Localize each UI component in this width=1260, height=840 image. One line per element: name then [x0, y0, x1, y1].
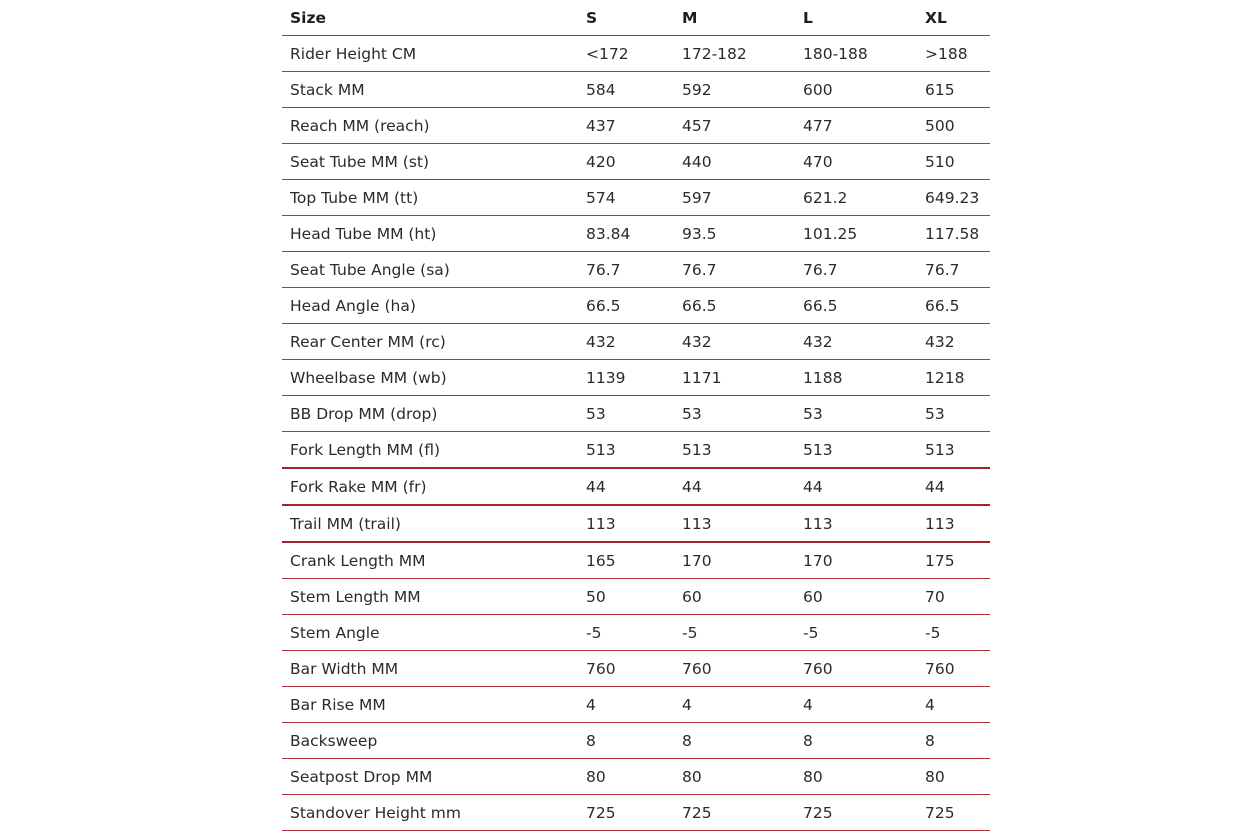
cell-m: 80: [674, 759, 795, 795]
cell-s: 432: [578, 324, 674, 360]
cell-m: 113: [674, 505, 795, 542]
row-label: Fork Rake MM (fr): [282, 468, 578, 505]
row-label: Seat Tube MM (st): [282, 144, 578, 180]
cell-m: 1171: [674, 360, 795, 396]
cell-l: 621.2: [795, 180, 917, 216]
cell-xl: 4: [917, 687, 990, 723]
row-label: Reach MM (reach): [282, 108, 578, 144]
cell-l: 60: [795, 579, 917, 615]
cell-m: 4: [674, 687, 795, 723]
cell-xl: 76.7: [917, 252, 990, 288]
cell-m: 60: [674, 579, 795, 615]
table-row: [282, 579, 990, 615]
table-row: [282, 687, 990, 723]
table-row: [282, 36, 990, 72]
header-s: S: [578, 0, 674, 36]
cell-s: 8: [578, 723, 674, 759]
table-row: [282, 795, 990, 831]
cell-s: 53: [578, 396, 674, 432]
cell-l: 1188: [795, 360, 917, 396]
cell-xl: 649.23: [917, 180, 990, 216]
row-label: Stem Length MM: [282, 579, 578, 615]
cell-s: 83.84: [578, 216, 674, 252]
cell-l: 432: [795, 324, 917, 360]
cell-xl: 80: [917, 759, 990, 795]
cell-l: 8: [795, 723, 917, 759]
header-size: Size: [282, 0, 578, 36]
row-label: Top Tube MM (tt): [282, 180, 578, 216]
cell-l: 600: [795, 72, 917, 108]
row-label: Seat Tube Angle (sa): [282, 252, 578, 288]
cell-xl: 53: [917, 396, 990, 432]
cell-l: 170: [795, 542, 917, 579]
cell-s: 4: [578, 687, 674, 723]
row-label: Wheelbase MM (wb): [282, 360, 578, 396]
cell-s: <172: [578, 36, 674, 72]
cell-m: 440: [674, 144, 795, 180]
cell-l: 470: [795, 144, 917, 180]
cell-m: 457: [674, 108, 795, 144]
cell-l: 66.5: [795, 288, 917, 324]
cell-xl: 175: [917, 542, 990, 579]
row-label: Crank Length MM: [282, 542, 578, 579]
cell-xl: 113: [917, 505, 990, 542]
table-row: [282, 180, 990, 216]
cell-s: 80: [578, 759, 674, 795]
table-row: [282, 432, 990, 469]
cell-m: 76.7: [674, 252, 795, 288]
cell-m: 44: [674, 468, 795, 505]
cell-m: 172-182: [674, 36, 795, 72]
row-label: Standover Height mm: [282, 795, 578, 831]
table-row: [282, 252, 990, 288]
cell-s: -5: [578, 615, 674, 651]
cell-s: 574: [578, 180, 674, 216]
table-row: [282, 723, 990, 759]
cell-m: 592: [674, 72, 795, 108]
cell-m: 760: [674, 651, 795, 687]
cell-xl: 8: [917, 723, 990, 759]
cell-m: 597: [674, 180, 795, 216]
row-label: BB Drop MM (drop): [282, 396, 578, 432]
cell-s: 760: [578, 651, 674, 687]
row-label: Rear Center MM (rc): [282, 324, 578, 360]
cell-l: 725: [795, 795, 917, 831]
cell-xl: 725: [917, 795, 990, 831]
table-row: [282, 468, 990, 505]
table-row: [282, 396, 990, 432]
table-row: [282, 542, 990, 579]
row-label: Head Tube MM (ht): [282, 216, 578, 252]
table-row: [282, 108, 990, 144]
cell-l: 477: [795, 108, 917, 144]
table-row: [282, 360, 990, 396]
row-label: Head Angle (ha): [282, 288, 578, 324]
cell-s: 113: [578, 505, 674, 542]
cell-s: 725: [578, 795, 674, 831]
row-label: Seatpost Drop MM: [282, 759, 578, 795]
cell-s: 1139: [578, 360, 674, 396]
cell-m: -5: [674, 615, 795, 651]
cell-l: 113: [795, 505, 917, 542]
table-row: [282, 72, 990, 108]
cell-xl: 760: [917, 651, 990, 687]
cell-m: 170: [674, 542, 795, 579]
geometry-table: [282, 0, 990, 831]
cell-l: 513: [795, 432, 917, 469]
cell-s: 584: [578, 72, 674, 108]
cell-m: 725: [674, 795, 795, 831]
cell-s: 165: [578, 542, 674, 579]
cell-xl: -5: [917, 615, 990, 651]
cell-xl: 1218: [917, 360, 990, 396]
cell-xl: 510: [917, 144, 990, 180]
row-label: Stack MM: [282, 72, 578, 108]
header-m: M: [674, 0, 795, 36]
table-row: [282, 144, 990, 180]
cell-xl: 44: [917, 468, 990, 505]
table-row: [282, 324, 990, 360]
table-row: [282, 651, 990, 687]
cell-xl: 500: [917, 108, 990, 144]
header-xl: XL: [917, 0, 990, 36]
row-label: Stem Angle: [282, 615, 578, 651]
cell-xl: 615: [917, 72, 990, 108]
cell-l: 53: [795, 396, 917, 432]
cell-m: 8: [674, 723, 795, 759]
cell-l: 101.25: [795, 216, 917, 252]
cell-l: 80: [795, 759, 917, 795]
cell-l: -5: [795, 615, 917, 651]
cell-m: 93.5: [674, 216, 795, 252]
row-label: Fork Length MM (fl): [282, 432, 578, 469]
row-label: Trail MM (trail): [282, 505, 578, 542]
row-label: Backsweep: [282, 723, 578, 759]
row-label: Bar Width MM: [282, 651, 578, 687]
cell-s: 76.7: [578, 252, 674, 288]
header-l: L: [795, 0, 917, 36]
cell-xl: >188: [917, 36, 990, 72]
cell-s: 420: [578, 144, 674, 180]
cell-l: 4: [795, 687, 917, 723]
cell-m: 66.5: [674, 288, 795, 324]
cell-l: 76.7: [795, 252, 917, 288]
table-row: [282, 759, 990, 795]
cell-m: 53: [674, 396, 795, 432]
row-label: Rider Height CM: [282, 36, 578, 72]
cell-xl: 513: [917, 432, 990, 469]
cell-s: 66.5: [578, 288, 674, 324]
table-row: [282, 505, 990, 542]
cell-xl: 117.58: [917, 216, 990, 252]
cell-xl: 432: [917, 324, 990, 360]
cell-m: 432: [674, 324, 795, 360]
cell-s: 44: [578, 468, 674, 505]
cell-l: 44: [795, 468, 917, 505]
table-row: [282, 216, 990, 252]
cell-l: 760: [795, 651, 917, 687]
cell-xl: 70: [917, 579, 990, 615]
cell-m: 513: [674, 432, 795, 469]
cell-s: 50: [578, 579, 674, 615]
cell-xl: 66.5: [917, 288, 990, 324]
table-row: [282, 615, 990, 651]
row-label: Bar Rise MM: [282, 687, 578, 723]
header-row: [282, 0, 990, 36]
cell-l: 180-188: [795, 36, 917, 72]
table-row: [282, 288, 990, 324]
cell-s: 437: [578, 108, 674, 144]
cell-s: 513: [578, 432, 674, 469]
